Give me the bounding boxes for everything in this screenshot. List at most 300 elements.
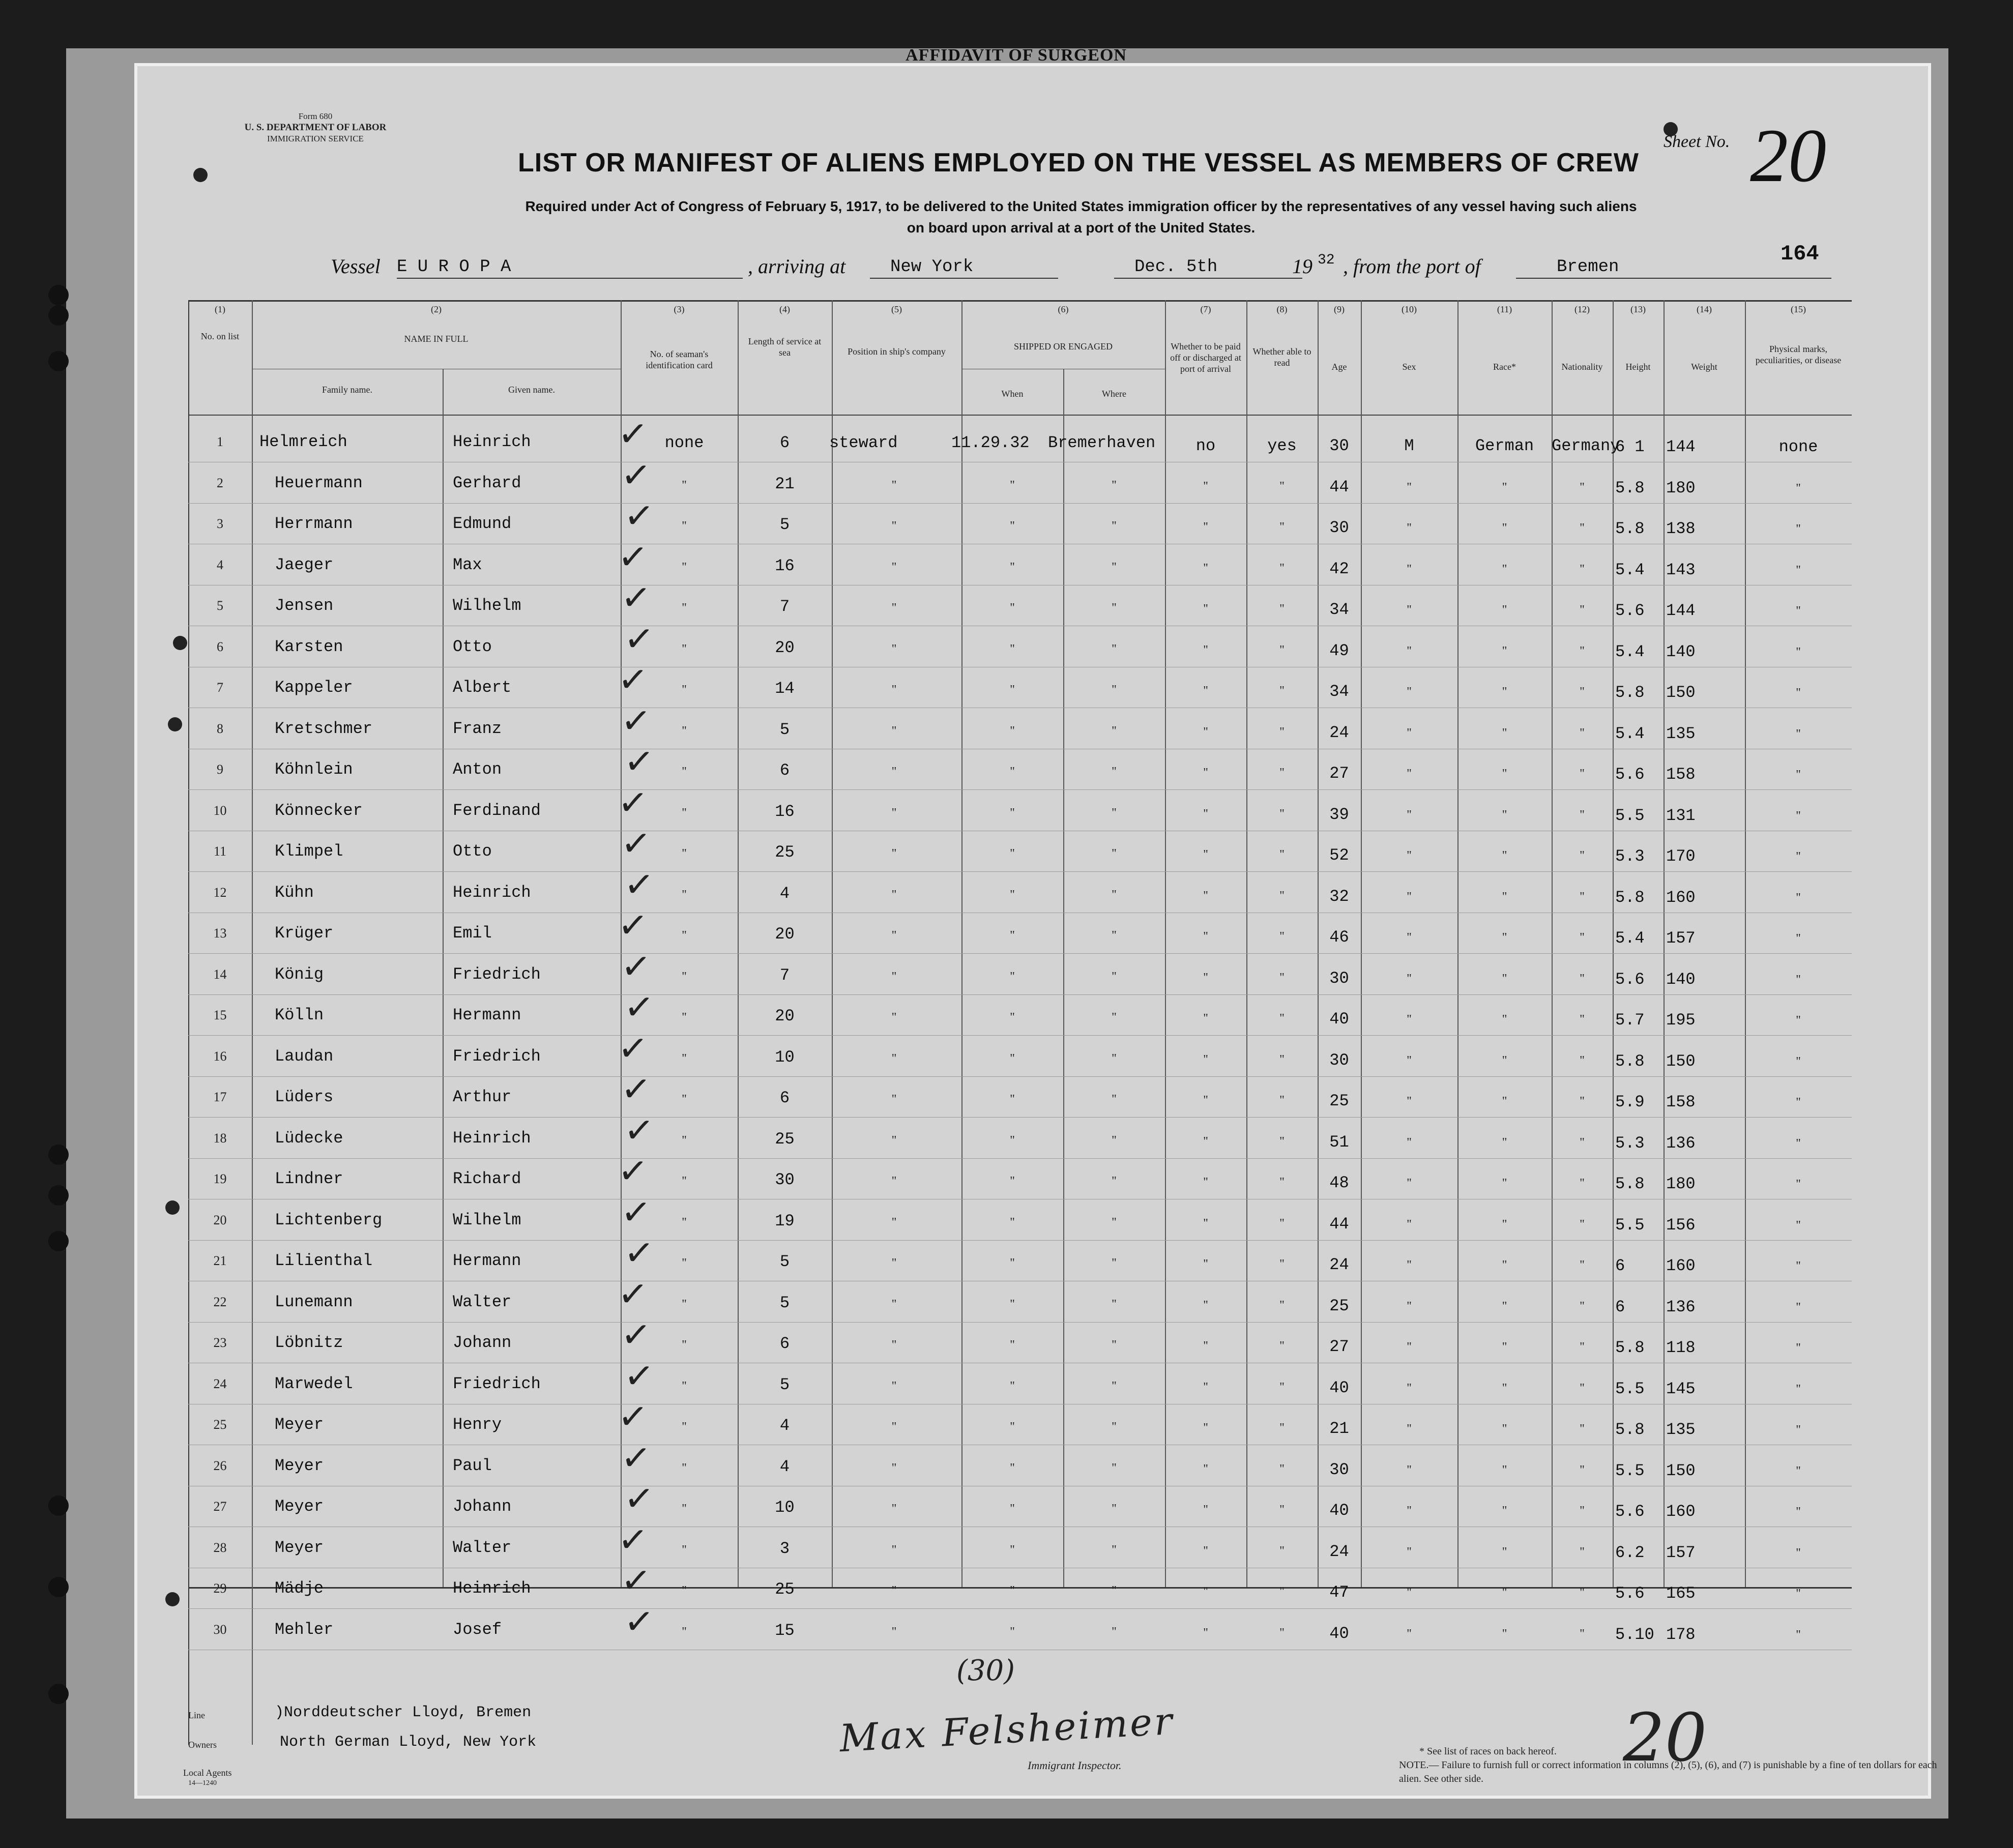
paper-hole xyxy=(173,636,187,650)
paid-off: " xyxy=(1203,561,1208,575)
service-length: 10 xyxy=(775,1047,795,1067)
col-head-race: Race* xyxy=(1493,362,1516,372)
given-name: Heinrich xyxy=(453,1128,531,1148)
row-rule xyxy=(188,503,1852,504)
age: 44 xyxy=(1329,1214,1349,1234)
race: German xyxy=(1475,436,1534,455)
shipped-when: " xyxy=(1010,1502,1015,1515)
sex: " xyxy=(1407,849,1412,862)
family-name: Kühn xyxy=(275,883,314,902)
sex: " xyxy=(1407,767,1412,780)
given-name: Friedrich xyxy=(453,1374,541,1393)
physical-marks: " xyxy=(1796,481,1801,495)
shipped-where: " xyxy=(1112,1215,1117,1229)
id-card: " xyxy=(682,1543,687,1557)
col-num-8: (8) xyxy=(1276,304,1288,314)
nationality: " xyxy=(1580,480,1585,494)
physical-marks: " xyxy=(1796,1218,1801,1232)
race: " xyxy=(1502,1545,1507,1559)
weight: 140 xyxy=(1666,642,1696,661)
height: 5.8 xyxy=(1615,1175,1645,1193)
weight: 180 xyxy=(1666,478,1696,497)
family-name: Kretschmer xyxy=(275,719,373,738)
id-card: " xyxy=(682,765,687,778)
race: " xyxy=(1502,1340,1507,1354)
weight: 170 xyxy=(1666,847,1696,866)
height: 5.6 xyxy=(1615,970,1645,989)
id-card: " xyxy=(682,1420,687,1433)
age: 21 xyxy=(1329,1419,1349,1438)
height: 6 1 xyxy=(1615,437,1645,456)
id-card: " xyxy=(682,1584,687,1597)
paid-off: no xyxy=(1195,436,1216,455)
family-name: Krüger xyxy=(275,924,334,943)
service-length: 16 xyxy=(775,556,795,575)
shipped-where: " xyxy=(1112,1256,1117,1270)
col-head-sex: Sex xyxy=(1402,362,1416,372)
nationality: " xyxy=(1580,1135,1585,1149)
paid-off: " xyxy=(1203,684,1208,697)
service-length: 6 xyxy=(779,1334,790,1353)
shipped-where: " xyxy=(1112,1584,1117,1597)
binder-hole xyxy=(48,1495,69,1516)
departure-port: Bremen xyxy=(1516,257,1831,279)
service: IMMIGRATION SERVICE xyxy=(267,134,364,143)
form-code: 14—1240 xyxy=(188,1779,217,1787)
col-head-weight: Weight xyxy=(1691,362,1717,372)
arrival-port: New York xyxy=(870,257,1058,279)
check-mark: ✓ xyxy=(619,1190,653,1234)
id-card: " xyxy=(682,806,687,819)
given-name: Ferdinand xyxy=(453,801,541,820)
paid-off: " xyxy=(1203,602,1208,615)
given-name: Walter xyxy=(453,1538,512,1557)
col-num-11: (11) xyxy=(1497,304,1512,314)
able-to-read: " xyxy=(1279,1298,1285,1312)
given-name: Johann xyxy=(453,1333,512,1352)
id-card: " xyxy=(682,1502,687,1515)
year-value: 32 xyxy=(1318,252,1335,268)
line-value: )Norddeutscher Lloyd, Bremen xyxy=(275,1704,532,1721)
weight: 143 xyxy=(1666,560,1696,579)
sex: " xyxy=(1407,1504,1412,1517)
shipped-when: " xyxy=(1010,1215,1015,1229)
col-num-1: (1) xyxy=(215,304,225,314)
row-number: 9 xyxy=(217,762,223,777)
given-name: Emil xyxy=(453,924,492,943)
height: 5.3 xyxy=(1615,1133,1645,1153)
row-rule xyxy=(188,1608,1852,1609)
age: 30 xyxy=(1329,1460,1349,1479)
binder-hole xyxy=(48,1145,69,1165)
sex: " xyxy=(1407,726,1412,740)
service-length: 5 xyxy=(779,1252,790,1271)
service-length: 7 xyxy=(779,597,790,616)
id-card: " xyxy=(682,1175,687,1188)
paid-off: " xyxy=(1203,1380,1208,1394)
manifest-sheet xyxy=(137,66,1937,1796)
race: " xyxy=(1502,931,1507,944)
race: " xyxy=(1502,644,1507,658)
nationality: " xyxy=(1580,1177,1585,1190)
col-head-nationality: Nationality xyxy=(1561,362,1603,372)
able-to-read: " xyxy=(1279,1462,1285,1476)
able-to-read: " xyxy=(1279,1257,1285,1271)
col-head-given: Given name. xyxy=(508,385,555,395)
family-name: Mehler xyxy=(275,1620,334,1639)
race: " xyxy=(1502,1381,1507,1395)
row-number: 20 xyxy=(213,1212,227,1227)
able-to-read: " xyxy=(1279,766,1285,779)
shipped-where: " xyxy=(1112,847,1117,860)
weight: 140 xyxy=(1666,970,1696,989)
nationality: " xyxy=(1580,890,1585,903)
weight: 135 xyxy=(1666,724,1696,743)
row-number: 1 xyxy=(217,434,223,449)
weight: 138 xyxy=(1666,519,1696,538)
height: 5.8 xyxy=(1615,519,1645,538)
service-length: 25 xyxy=(775,1580,795,1599)
race: " xyxy=(1502,562,1507,576)
col-head-family: Family name. xyxy=(322,385,372,395)
weight: 145 xyxy=(1666,1379,1696,1398)
family-name: Herrmann xyxy=(275,514,353,533)
binder-hole xyxy=(48,1577,69,1597)
binder-hole xyxy=(48,305,69,326)
position: " xyxy=(891,1011,897,1024)
height: 5.6 xyxy=(1615,765,1645,784)
shipped-when: " xyxy=(1010,1051,1015,1065)
position: " xyxy=(891,847,897,860)
col-head-where: Where xyxy=(1102,389,1126,399)
row-number: 24 xyxy=(213,1376,227,1391)
service-length: 30 xyxy=(775,1170,795,1189)
position: " xyxy=(891,642,897,656)
paper-hole xyxy=(168,717,182,731)
id-card: " xyxy=(682,1461,687,1475)
shipped-where: " xyxy=(1112,1133,1117,1147)
check-mark: ✓ xyxy=(616,412,650,456)
family-name: Könnecker xyxy=(275,801,363,820)
family-name: Meyer xyxy=(275,1497,324,1516)
paid-off: " xyxy=(1203,1339,1208,1353)
row-rule xyxy=(188,789,1852,790)
sex: " xyxy=(1407,1135,1412,1149)
shipped-when: " xyxy=(1010,888,1015,901)
paid-off: " xyxy=(1203,1421,1208,1434)
check-mark: ✓ xyxy=(616,1394,650,1439)
height: 5.3 xyxy=(1615,847,1645,866)
col-head-marks: Physical marks, peculiarities, or disease xyxy=(1755,344,1842,365)
age: 27 xyxy=(1329,764,1349,783)
sheet-label: Sheet No. xyxy=(1664,132,1730,151)
row-number: 14 xyxy=(213,966,227,982)
position: " xyxy=(891,601,897,614)
shipped-where: " xyxy=(1112,519,1117,533)
race: " xyxy=(1502,767,1507,780)
age: 39 xyxy=(1329,805,1349,824)
department: U. S. DEPARTMENT OF LABOR xyxy=(244,122,387,133)
family-name: Helmreich xyxy=(259,432,347,451)
position: " xyxy=(891,929,897,942)
sex: " xyxy=(1407,1095,1412,1108)
age: 27 xyxy=(1329,1337,1349,1356)
weight: 144 xyxy=(1666,437,1696,456)
col-head-read: Whether able to read xyxy=(1252,346,1311,368)
check-mark: ✓ xyxy=(619,1312,653,1357)
row-number: 25 xyxy=(213,1417,227,1432)
shipped-where: " xyxy=(1112,724,1117,738)
physical-marks: " xyxy=(1796,932,1801,945)
row-number: 19 xyxy=(213,1171,227,1186)
row-number: 16 xyxy=(213,1048,227,1064)
age: 32 xyxy=(1329,887,1349,906)
nationality: " xyxy=(1580,1053,1585,1067)
able-to-read: " xyxy=(1279,1421,1285,1434)
row-number: 28 xyxy=(213,1540,227,1555)
row-rule xyxy=(188,1158,1852,1159)
id-card: " xyxy=(682,970,687,983)
age: 51 xyxy=(1329,1132,1349,1152)
binder-hole xyxy=(48,1231,69,1251)
nationality: " xyxy=(1580,1504,1585,1517)
sex: " xyxy=(1407,1217,1412,1231)
page-number: 164 xyxy=(1781,242,1819,266)
physical-marks: " xyxy=(1796,1546,1801,1560)
sex: " xyxy=(1407,931,1412,944)
physical-marks: " xyxy=(1796,1341,1801,1355)
shipped-when: " xyxy=(1010,642,1015,656)
given-name: Edmund xyxy=(453,514,512,533)
col-num-2: (2) xyxy=(431,304,442,314)
service-length: 5 xyxy=(779,720,790,739)
race: " xyxy=(1502,726,1507,740)
id-card: " xyxy=(682,601,687,614)
position: " xyxy=(891,1051,897,1065)
sex: " xyxy=(1407,890,1412,903)
id-card: " xyxy=(682,1051,687,1065)
able-to-read: " xyxy=(1279,1585,1285,1598)
able-to-read: " xyxy=(1279,1134,1285,1148)
col-head-when: When xyxy=(1001,389,1024,399)
shipped-where: " xyxy=(1112,1093,1117,1106)
physical-marks: " xyxy=(1796,1382,1801,1396)
row-rule xyxy=(188,1035,1852,1036)
physical-marks: " xyxy=(1796,1054,1801,1068)
given-name: Wilhelm xyxy=(453,596,521,615)
service-length: 25 xyxy=(775,1129,795,1149)
height: 6.2 xyxy=(1615,1543,1645,1562)
physical-marks: " xyxy=(1796,604,1801,618)
check-mark: ✓ xyxy=(622,1476,656,1521)
able-to-read: " xyxy=(1279,1380,1285,1394)
nationality: " xyxy=(1580,685,1585,698)
shipped-when: " xyxy=(1010,519,1015,533)
shipped-when: " xyxy=(1010,929,1015,942)
check-mark: ✓ xyxy=(622,739,656,784)
paper-hole xyxy=(193,168,208,182)
sex: " xyxy=(1407,1299,1412,1313)
nationality: " xyxy=(1580,1340,1585,1354)
footer-note xyxy=(1399,1745,1943,1786)
sex: " xyxy=(1407,1013,1412,1026)
check-mark: ✓ xyxy=(619,575,653,620)
able-to-read: " xyxy=(1279,1094,1285,1107)
nationality: " xyxy=(1580,767,1585,780)
check-mark: ✓ xyxy=(616,1272,650,1316)
check-mark: ✓ xyxy=(622,862,656,906)
able-to-read: " xyxy=(1279,1544,1285,1558)
age: 24 xyxy=(1329,1542,1349,1561)
check-mark: ✓ xyxy=(616,903,650,948)
paid-off: " xyxy=(1203,971,1208,984)
sex: M xyxy=(1404,436,1414,455)
age: 47 xyxy=(1329,1583,1349,1602)
row-rule xyxy=(188,994,1852,995)
row-number: 29 xyxy=(213,1581,227,1596)
paid-off: " xyxy=(1203,1503,1208,1516)
col-divider xyxy=(1246,300,1247,1587)
age: 40 xyxy=(1329,1378,1349,1397)
sheet-count-handwritten: 20 xyxy=(1623,1699,1707,1776)
physical-marks: " xyxy=(1796,563,1801,577)
position: " xyxy=(891,1256,897,1270)
shipped-where: " xyxy=(1112,601,1117,614)
weight: 150 xyxy=(1666,1461,1696,1480)
shipped-where: " xyxy=(1112,806,1117,819)
sex: " xyxy=(1407,1258,1412,1272)
service-length: 3 xyxy=(779,1539,790,1558)
position: " xyxy=(891,724,897,738)
race: " xyxy=(1502,521,1507,535)
shipped-when: " xyxy=(1010,1461,1015,1475)
age: 30 xyxy=(1329,518,1349,537)
family-name: Lunemann xyxy=(275,1292,353,1311)
sex: " xyxy=(1407,972,1412,985)
shipped-when: " xyxy=(1010,1543,1015,1557)
service-length: 6 xyxy=(779,433,790,452)
able-to-read: " xyxy=(1279,561,1285,575)
check-mark: ✓ xyxy=(616,1517,650,1562)
given-name: Heinrich xyxy=(453,432,531,451)
id-card: " xyxy=(682,1011,687,1024)
given-name: Hermann xyxy=(453,1251,521,1270)
fine-note: NOTE.— Failure to furnish full or correct information in columns (2), (5), (6), and (7) is punishable by a fine of ten dollars for each alien. See other side. xyxy=(1399,1759,1937,1784)
shipped-when: " xyxy=(1010,1297,1015,1311)
height: 5.5 xyxy=(1615,1379,1645,1398)
arriving-label: , arriving at xyxy=(748,255,846,278)
weight: 144 xyxy=(1666,601,1696,620)
able-to-read: " xyxy=(1279,807,1285,820)
height: 5.8 xyxy=(1615,478,1645,497)
race: " xyxy=(1502,1463,1507,1477)
physical-marks: " xyxy=(1796,768,1801,781)
row-number: 4 xyxy=(217,557,223,572)
given-name: Josef xyxy=(453,1620,502,1639)
service-length: 25 xyxy=(775,843,795,862)
height: 5.9 xyxy=(1615,1093,1645,1111)
binder-hole xyxy=(48,285,69,305)
col-num-14: (14) xyxy=(1697,304,1712,314)
binder-hole xyxy=(48,351,69,371)
sex: " xyxy=(1407,1381,1412,1395)
row-number: 17 xyxy=(213,1090,227,1104)
row-rule xyxy=(188,1117,1852,1118)
col-num-10: (10) xyxy=(1402,304,1417,314)
paid-off: " xyxy=(1203,725,1208,739)
family-name: Kölln xyxy=(275,1006,324,1024)
check-mark: ✓ xyxy=(619,1067,653,1111)
race: " xyxy=(1502,890,1507,903)
age: 49 xyxy=(1329,641,1349,660)
weight: 150 xyxy=(1666,683,1696,702)
nationality: " xyxy=(1580,1463,1585,1477)
race: " xyxy=(1502,1258,1507,1272)
paid-off: " xyxy=(1203,930,1208,943)
nationality: " xyxy=(1580,521,1585,535)
id-card: " xyxy=(682,888,687,901)
row-number: 26 xyxy=(213,1458,227,1473)
height: 5.10 xyxy=(1615,1625,1654,1644)
form-number: Form 680 xyxy=(298,111,333,121)
binder-hole xyxy=(48,1684,69,1704)
given-name: Friedrich xyxy=(453,1046,541,1066)
weight: 150 xyxy=(1666,1051,1696,1071)
row-number: 21 xyxy=(213,1253,227,1268)
given-name: Richard xyxy=(453,1169,521,1188)
sex: " xyxy=(1407,1463,1412,1477)
paid-off: " xyxy=(1203,1298,1208,1312)
row-rule xyxy=(188,953,1852,954)
service-length: 4 xyxy=(779,1416,790,1435)
paid-off: " xyxy=(1203,1216,1208,1230)
paid-off: " xyxy=(1203,1176,1208,1189)
nationality: " xyxy=(1580,726,1585,740)
sex: " xyxy=(1407,603,1412,617)
physical-marks: " xyxy=(1796,1178,1801,1191)
check-mark: ✓ xyxy=(622,493,656,538)
shipped-when: " xyxy=(1010,1133,1015,1147)
service-length: 4 xyxy=(779,884,790,903)
family-name: Meyer xyxy=(275,1538,324,1557)
age: 25 xyxy=(1329,1092,1349,1110)
physical-marks: " xyxy=(1796,522,1801,536)
age: 25 xyxy=(1329,1296,1349,1315)
id-card: " xyxy=(682,1215,687,1229)
physical-marks: " xyxy=(1796,727,1801,741)
col-head-paid-off: Whether to be paid off or discharged at port of arrival xyxy=(1170,341,1241,374)
agents-label: Local Agents xyxy=(183,1768,232,1778)
col-divider xyxy=(738,300,739,1587)
col-num-12: (12) xyxy=(1574,304,1590,314)
paid-off: " xyxy=(1203,1626,1208,1639)
sex: " xyxy=(1407,1053,1412,1067)
form-reference xyxy=(209,111,422,144)
race: " xyxy=(1502,1217,1507,1231)
sex: " xyxy=(1407,1545,1412,1559)
shipped-when: 11.29.32 xyxy=(951,433,1030,452)
given-name: Walter xyxy=(453,1292,512,1311)
check-mark: ✓ xyxy=(619,944,653,988)
position: " xyxy=(891,683,897,696)
col-divider xyxy=(1613,300,1614,1587)
row-number: 5 xyxy=(217,598,223,613)
document-subtitle xyxy=(356,196,1806,239)
nationality: " xyxy=(1580,1217,1585,1231)
given-name: Albert xyxy=(453,678,512,697)
able-to-read: " xyxy=(1279,602,1285,615)
position: " xyxy=(891,765,897,778)
